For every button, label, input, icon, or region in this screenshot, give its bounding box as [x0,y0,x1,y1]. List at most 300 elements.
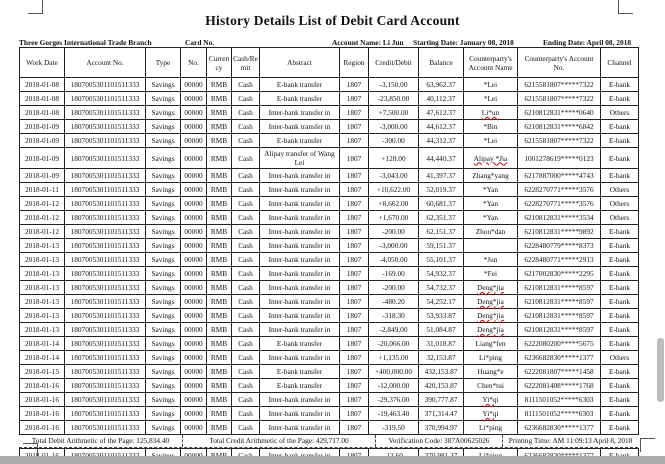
cell: 00000 [181,365,207,379]
cell: 6228480771*****2913 [518,253,601,267]
cell: Cash [232,225,260,239]
cell: Savings [146,365,181,379]
cell: Cash [232,183,260,197]
spellcheck-squiggle-name: Deng*jia [477,297,504,306]
cell: RMB [207,295,232,309]
cell: Savings [146,267,181,281]
cell: 44,312.37 [419,134,464,148]
cell: 00000 [181,281,207,295]
cell: Inter-bank transfer in [260,183,340,197]
counterparty-name-cell [464,295,518,309]
cell: Inter-bank transfer in [260,309,340,323]
cell: Cash [232,78,260,92]
cell: 6228270771*****3576 [518,183,601,197]
cell: 44,440.37 [419,148,464,169]
cell: 1807 [340,169,369,183]
table-row [20,421,639,435]
cell: 00000 [181,267,207,281]
cell: RMB [207,106,232,120]
cell: E-bank [601,267,639,281]
cell: 00000 [181,421,207,435]
cell: 1807 [340,183,369,197]
cell: 2018-01-12 [20,211,65,225]
cell: Others [601,351,639,365]
counterparty-name-cell: *Lei [464,78,518,92]
cell: 1807005301101511333 [65,239,146,253]
cell: -169.00 [369,267,419,281]
table-row [20,267,639,281]
header-row [20,48,639,78]
cell: E-bank [601,239,639,253]
cell: Inter-bank transfer in [260,295,340,309]
spellcheck-squiggle-name: Deng*jia [477,311,504,320]
counterparty-name-cell: Chen*tui [464,379,518,393]
branch-name: Three Gorges International Trade Branch [19,38,152,47]
cell: 1807 [340,337,369,351]
cell: E-bank [601,253,639,267]
cell: 6210812831*****6842 [518,120,601,134]
cell: 1807005301101511333 [65,169,146,183]
cell: Savings [146,281,181,295]
spellcheck-squiggle-name: Deng*jia [477,283,504,292]
table-row [20,134,639,148]
cell: 59,151.37 [419,239,464,253]
cell: 1807005301101511333 [65,92,146,106]
cell: 1807005301101511333 [65,106,146,120]
cell: Others [601,211,639,225]
cell: 55,101.37 [419,253,464,267]
cell: -29,376.00 [369,393,419,407]
cell: +1,135.00 [369,351,419,365]
cell: -3,043.00 [369,169,419,183]
cell: 00000 [181,211,207,225]
cell: 8111501052*****6303 [518,393,601,407]
cell: RMB [207,281,232,295]
cell: 6228270771*****3576 [518,197,601,211]
cell: 00000 [181,295,207,309]
cell: -319.50 [369,421,419,435]
cell: Savings [146,225,181,239]
cell: 2018-01-13 [20,323,65,337]
cell: -480.20 [369,295,419,309]
cell: 1807 [340,295,369,309]
cell: Inter-bank transfer in [260,323,340,337]
cell: Savings [146,120,181,134]
cell: Savings [146,407,181,421]
cell: 2018-01-15 [20,365,65,379]
cell: 41,397.37 [419,169,464,183]
page-summary-row [19,435,638,448]
cell: Cash [232,323,260,337]
cell: Alipay transfer of Wang Lei [260,148,340,169]
cell: E-bank [601,323,639,337]
spellcheck-squiggle-name: Deng*jia [477,325,504,334]
table-row [20,351,639,365]
cell: 1807 [340,379,369,393]
cell: 1807 [340,253,369,267]
cell: Cash [232,253,260,267]
cell: 00000 [181,183,207,197]
cell: +1,670.00 [369,211,419,225]
cell: 1807 [340,148,369,169]
cell: 1807005301101511333 [65,379,146,393]
cell: 1807005301101511333 [65,281,146,295]
cell: Cash [232,211,260,225]
cell: Inter-bank transfer in [260,421,340,435]
cell: Cash [232,134,260,148]
cell: Savings [146,351,181,365]
counterparty-name-cell: Zhou*dan [464,225,518,239]
table-row [20,393,639,407]
cell: 00000 [181,134,207,148]
ending-date: Ending Date: April 08, 2018 [543,38,632,47]
cell: 1807 [340,267,369,281]
table-area [19,47,639,463]
column-header: Cash/Remit [232,48,260,78]
cell: E-bank transfer [260,379,340,393]
spellcheck-squiggle-name: Yi*qi [482,395,499,404]
column-header: No. [181,48,207,78]
cell: 1807005301101511333 [65,120,146,134]
cell: 1807005301101511333 [65,309,146,323]
counterparty-name-cell: *Yan [464,183,518,197]
card-no-label: Card No. [185,38,215,47]
cell: 6215581807*****7322 [518,134,601,148]
cell: 1807 [340,309,369,323]
cell: 00000 [181,337,207,351]
counterparty-name-cell [464,393,518,407]
table-row [20,281,639,295]
cell: 370,994.97 [419,421,464,435]
cell: Cash [232,92,260,106]
cell: RMB [207,92,232,106]
cell: 63,962.37 [419,78,464,92]
spellcheck-squiggle-name: Yi*qi [482,409,499,418]
cell: 1807 [340,323,369,337]
cell: 00000 [181,148,207,169]
account-name: Account Name: Li Jun [332,38,404,47]
table-row [20,169,639,183]
cell: 2018-01-08 [20,78,65,92]
table-row [20,197,639,211]
cell: 00000 [181,239,207,253]
cell: 1807005301101511333 [65,365,146,379]
cell: RMB [207,421,232,435]
cell: Savings [146,393,181,407]
cell: Cash [232,169,260,183]
cell: -3,000.00 [369,120,419,134]
cell: Savings [146,253,181,267]
cell: Savings [146,239,181,253]
counterparty-name-cell [464,106,518,120]
cell: Savings [146,106,181,120]
cell: 1807 [340,393,369,407]
summary-cell: Total Credit Arithmetic of the Page: 429,717.00 [182,435,375,447]
cell: Cash [232,197,260,211]
cell: RMB [207,169,232,183]
cell: 1807005301101511333 [65,351,146,365]
cell: 1807005301101511333 [65,78,146,92]
cell: 1807 [340,365,369,379]
cell: 420,153.87 [419,379,464,393]
cell: 2018-01-12 [20,225,65,239]
cell: Inter-bank transfer in [260,393,340,407]
cell: 1807005301101511333 [65,134,146,148]
cell: RMB [207,393,232,407]
column-header: Credit/Debit [369,48,419,78]
cell: Cash [232,351,260,365]
cell: +400,000.00 [369,365,419,379]
summary-cell: Total Debit Arithmetic of the Page: 125,834.40 [31,436,170,445]
cell: Cash [232,148,260,169]
cell: E-bank transfer [260,337,340,351]
cell: 6210812831*****8597 [518,295,601,309]
counterparty-name-cell [464,281,518,295]
crop-mark-top-left [28,0,43,14]
cell: Cash [232,106,260,120]
counterparty-name-cell [464,323,518,337]
cell: Inter-bank transfer in [260,225,340,239]
cell: RMB [207,365,232,379]
crop-mark-bottom-right [640,438,655,452]
cell: 6210812831*****8597 [518,323,601,337]
cell: Cash [232,407,260,421]
cell: 00000 [181,309,207,323]
cell: Inter-bank transfer in [260,120,340,134]
cell: 1807005301101511333 [65,295,146,309]
cell: 62,351.37 [419,211,464,225]
cell: 2018-01-08 [20,106,65,120]
cell: 6210812831*****3534 [518,211,601,225]
counterparty-name-cell [464,309,518,323]
counterparty-name-cell: *Fei [464,267,518,281]
table-row [20,323,639,337]
cell: +128.00 [369,148,419,169]
table-row [20,183,639,197]
cell: 00000 [181,379,207,393]
cell: 00000 [181,393,207,407]
counterparty-name-cell: Li*ping [464,421,518,435]
crop-mark-top-right [618,0,633,14]
cell: 1807 [340,78,369,92]
cell: 6217887000*****4743 [518,169,601,183]
counterparty-name-cell: *Yan [464,211,518,225]
cell: RMB [207,183,232,197]
cell: 00000 [181,106,207,120]
cell: 2018-01-13 [20,267,65,281]
cell: 1807005301101511333 [65,211,146,225]
cell: Savings [146,323,181,337]
cell: 2018-01-13 [20,281,65,295]
cell: RMB [207,197,232,211]
spellcheck-squiggle-name: Li*un [481,108,500,117]
cell: 6222081408*****1768 [518,379,601,393]
cell: 1807005301101511333 [65,197,146,211]
counterparty-name-cell [464,407,518,421]
cell: 2018-01-16 [20,379,65,393]
cell: 6210812831*****9892 [518,225,601,239]
transactions-table [19,47,639,435]
cell: Cash [232,365,260,379]
cell: -23,850.00 [369,92,419,106]
cell: Inter-bank transfer in [260,239,340,253]
table-row [20,211,639,225]
cell: Others [601,197,639,211]
cell: 1807 [340,120,369,134]
cell: Others [601,183,639,197]
cell: E-bank transfer [260,92,340,106]
cell: E-bank [601,134,639,148]
cell: Savings [146,78,181,92]
cell: -4,050.00 [369,253,419,267]
cell: E-bank [601,148,639,169]
column-header: Counterparty's Account Name [464,48,518,78]
counterparty-name-cell: Zhang*yang [464,169,518,183]
cell: Others [601,106,639,120]
cell: Savings [146,211,181,225]
cell: Savings [146,197,181,211]
cell: 2018-01-09 [20,120,65,134]
cell: 2018-01-08 [20,92,65,106]
cell: E-bank [601,169,639,183]
cell: 2018-01-09 [20,169,65,183]
cell: -200.00 [369,281,419,295]
cell: Inter-bank transfer in [260,197,340,211]
table-row [20,253,639,267]
column-header: Abstract [260,48,340,78]
cell: Inter-bank transfer in [260,281,340,295]
column-header: Counterparty's Account No. [518,48,601,78]
counterparty-name-cell: Li*ping [464,351,518,365]
cell: 1807 [340,281,369,295]
table-row [20,295,639,309]
counterparty-name-cell: Liang*fen [464,337,518,351]
cell: 44,612.37 [419,120,464,134]
cell: 51,084.87 [419,323,464,337]
cell: 1807 [340,134,369,148]
cell: 2018-01-14 [20,351,65,365]
cell: -300.00 [369,134,419,148]
cell: E-bank [601,407,639,421]
cell: Cash [232,421,260,435]
table-row [20,337,639,351]
cell: 2018-01-12 [20,197,65,211]
cell: E-bank [601,92,639,106]
cell: 6222081807*****1458 [518,365,601,379]
cell: RMB [207,337,232,351]
table-row [20,225,639,239]
table-row [20,239,639,253]
cell: 1807 [340,421,369,435]
cell: RMB [207,309,232,323]
cell: 1807 [340,197,369,211]
counterparty-name-cell [464,148,518,169]
page-edge [0,456,665,464]
cell: Savings [146,337,181,351]
cell: 00000 [181,78,207,92]
cell: 2018-01-09 [20,134,65,148]
cell: RMB [207,407,232,421]
cell: Savings [146,134,181,148]
cell: Savings [146,183,181,197]
cell: 6217002830*****2295 [518,267,601,281]
cell: 6210812831*****0640 [518,106,601,120]
cell: 1807005301101511333 [65,225,146,239]
cell: 00000 [181,197,207,211]
cell: 1807 [340,92,369,106]
table-row [20,148,639,169]
cell: 00000 [181,323,207,337]
cell: 1807005301101511333 [65,407,146,421]
cell: 6215581807*****7322 [518,78,601,92]
cell: E-bank [601,295,639,309]
cell: 54,252.17 [419,295,464,309]
cell: E-bank [601,309,639,323]
spellcheck-squiggle-name: Alipay *Jia [473,153,508,163]
cell: 6215581807*****7322 [518,92,601,106]
cell: E-bank [601,337,639,351]
cell: E-bank [601,225,639,239]
counterparty-name-cell: *Jun [464,253,518,267]
cell: 2018-01-13 [20,309,65,323]
cell: E-bank transfer [260,134,340,148]
cell: 1807 [340,351,369,365]
summary-cell: Verification Code: 387A00625026 [375,435,502,447]
counterparty-name-cell [464,239,518,253]
cell: 1807 [340,211,369,225]
cell: Inter-bank transfer in [260,169,340,183]
cell: E-bank [601,365,639,379]
cell: Cash [232,239,260,253]
cell: 00000 [181,225,207,239]
cell: Savings [146,92,181,106]
table-row [20,106,639,120]
table-row [20,365,639,379]
counterparty-name-cell: Huang*e [464,365,518,379]
cell: RMB [207,267,232,281]
cell: 371,314.47 [419,407,464,421]
cell: Inter-bank transfer in [260,253,340,267]
cell: 1807 [340,225,369,239]
cell: 2018-01-16 [20,393,65,407]
table-row [20,407,639,421]
column-header: Region [340,48,369,78]
counterparty-name-cell: *Bin [464,120,518,134]
cell: RMB [207,225,232,239]
cell: 00000 [181,351,207,365]
cell: 00000 [181,253,207,267]
cell: 1807 [340,239,369,253]
cell: -12,000.00 [369,379,419,393]
cell: RMB [207,351,232,365]
cell: E-bank transfer [260,78,340,92]
cell: 60,681.37 [419,197,464,211]
column-header: Type [146,48,181,78]
table-row [20,309,639,323]
cell: RMB [207,120,232,134]
column-header: Account No. [65,48,146,78]
counterparty-name-cell: *Lei [464,134,518,148]
cell: E-bank [601,78,639,92]
cell: Cash [232,267,260,281]
table-row [20,379,639,393]
cell: -2,849.00 [369,323,419,337]
scrollbar-thumb[interactable] [657,338,664,402]
cell: 2018-01-16 [20,421,65,435]
cell: 1807005301101511333 [65,267,146,281]
cell: 54,932.37 [419,267,464,281]
cell: E-bank [601,379,639,393]
